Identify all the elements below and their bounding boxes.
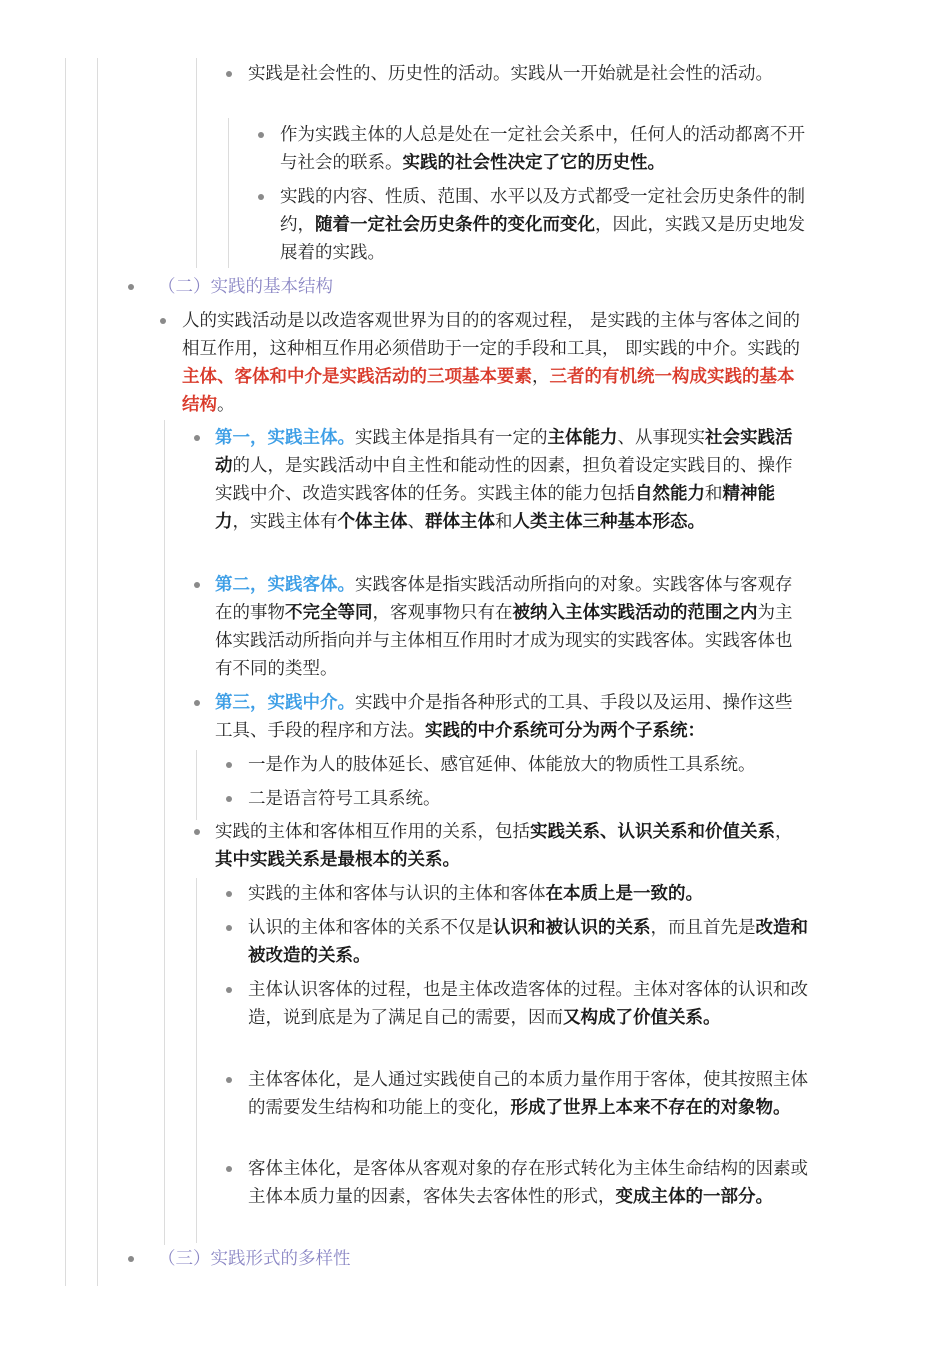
text-segment: 实践关系、认识关系和价值关系 xyxy=(530,822,775,842)
text-segment: 第二，实践客体。 xyxy=(215,575,355,595)
list-item-b15 xyxy=(248,1155,808,1211)
bullet-icon xyxy=(226,796,232,802)
list-item-b13 xyxy=(248,976,808,1032)
text-segment: 随着一定社会历史条件的变化而变化 xyxy=(315,215,595,235)
list-item-b11 xyxy=(248,880,808,908)
text-segment: 实践的内容、性质、范围、水平以及方式都受一定社会历史条件的制约， xyxy=(280,187,805,235)
list-item-b14 xyxy=(248,1066,808,1122)
text-segment: 个体主体 xyxy=(337,512,408,532)
text-segment: 和 xyxy=(495,512,513,532)
text-segment: 群体主体 xyxy=(425,512,495,532)
list-item-practice-object xyxy=(215,571,805,683)
text-segment: 不完全等同 xyxy=(285,603,373,623)
text-segment: 一是作为人的肢体延长、感官延伸、体能放大的物质性工具系统。 xyxy=(248,755,756,775)
indent-guide xyxy=(196,58,197,268)
text-segment: 又构成了价值关系。 xyxy=(563,1008,721,1028)
text-segment: 主体认识客体的过程，也是主体改造客体的过程。主体对客体的认识和改造，说到底是为了满足自己的需要，因而 xyxy=(248,980,808,1028)
list-item-b8 xyxy=(248,751,808,779)
text-segment: （三）实践形式的多样性 xyxy=(158,1249,351,1269)
text-segment: 人的实践活动是以改造客观世界为目的的客观过程， 是实践的主体与客体之间的相互作用，这种相互作用必须借助于一定的手段和工具， 即实践的中介。实践的 xyxy=(182,311,801,359)
list-item-practice-medium xyxy=(215,689,805,745)
text-segment: 实践客体是指实践活动所指向的对象。实践客体与客观存在的事物 xyxy=(215,575,793,623)
bullet-icon xyxy=(194,829,200,835)
text-segment: 主体、客体和中介是实践活动的三项基本要素 xyxy=(182,367,532,387)
text-segment: ，客观事物只有在 xyxy=(372,603,513,623)
text-segment: 形成了世界上本来不存在的对象物。 xyxy=(510,1098,791,1118)
text-segment: 主体客体化，是人通过实践使自己的本质力量作用于客体，使其按照主体的需要发生结构和功能上的变化， xyxy=(248,1070,808,1118)
indent-guide xyxy=(97,58,98,1286)
text-segment: （二）实践的基本结构 xyxy=(158,277,333,297)
bullet-icon xyxy=(194,700,200,706)
bullet-icon xyxy=(160,318,166,324)
bullet-icon xyxy=(226,1166,232,1172)
bullet-icon xyxy=(258,132,264,138)
text-segment: 、 xyxy=(407,512,425,532)
indent-guide xyxy=(228,118,229,268)
section-heading-practice-forms xyxy=(158,1245,558,1273)
text-segment: 被纳入主体实践活动的范围之内 xyxy=(512,603,758,623)
bullet-icon xyxy=(226,1077,232,1083)
text-segment: 和 xyxy=(705,484,723,504)
list-item-b10 xyxy=(215,818,805,874)
bullet-icon xyxy=(128,284,134,290)
text-segment: 第三，实践中介。 xyxy=(215,693,355,713)
bullet-icon xyxy=(128,1256,134,1262)
text-segment: 在本质上是一致的。 xyxy=(545,884,703,904)
text-segment: 实践的主体和客体与认识的主体和客体 xyxy=(248,884,546,904)
bullet-icon xyxy=(226,71,232,77)
text-segment: 为主体实践活动所指向并与主体相互作用时才成为现实的实践客体。实践客体也有不同的类型。 xyxy=(215,603,793,679)
text-segment: 、从事现实 xyxy=(617,428,705,448)
text-segment: 主体能力 xyxy=(547,428,618,448)
bullet-icon xyxy=(226,925,232,931)
bullet-icon xyxy=(226,891,232,897)
text-segment: 实践的社会性决定了它的历史性。 xyxy=(402,153,665,173)
text-segment: 实践主体是指具有一定的 xyxy=(355,428,548,448)
section-heading-basic-structure xyxy=(158,273,558,301)
text-segment: 改造和被改造的关系。 xyxy=(248,918,808,966)
text-segment: 实践的主体和客体相互作用的关系，包括 xyxy=(215,822,530,842)
text-segment: ，而且首先是 xyxy=(650,918,756,938)
text-segment: 人类主体三种基本形态。 xyxy=(512,512,705,532)
text-segment: 二是语言符号工具系统。 xyxy=(248,789,441,809)
text-segment: 作为实践主体的人总是处在一定社会关系中，任何人的活动都离不开与社会的联系。 xyxy=(280,125,805,173)
text-segment: 自然能力 xyxy=(635,484,705,504)
list-item-b2 xyxy=(280,121,810,177)
bullet-icon xyxy=(194,582,200,588)
text-segment: 客体主体化，是客体从客观对象的存在形式转化为主体生命结构的因素或主体本质力量的因素，客体失去客体性的形式， xyxy=(248,1159,808,1207)
list-item-practice-subject xyxy=(215,424,805,536)
text-segment: 三者的有机统一构成实践的基本结构 xyxy=(182,367,795,415)
text-segment: 。 xyxy=(217,395,235,415)
text-segment: 认识和被认识的关系 xyxy=(493,918,651,938)
text-segment: 社会实践活动 xyxy=(215,428,793,476)
bullet-icon xyxy=(258,194,264,200)
indent-guide xyxy=(196,750,197,820)
text-segment: ， xyxy=(775,822,793,842)
list-item-b3 xyxy=(280,183,810,267)
text-segment: ，因此，实践又是历史地发展着的实践。 xyxy=(280,215,805,263)
list-item-b1 xyxy=(248,60,788,88)
text-segment: 第一，实践主体。 xyxy=(215,428,355,448)
text-segment: 认识的主体和客体的关系不仅是 xyxy=(248,918,493,938)
text-segment: ， xyxy=(532,367,550,387)
indent-guide xyxy=(65,58,66,1286)
text-segment: 其中实践关系是最根本的关系。 xyxy=(215,850,460,870)
text-segment: 变成主体的一部分。 xyxy=(615,1187,773,1207)
bullet-icon xyxy=(194,435,200,441)
text-segment: 的人，是实践活动中自主性和能动性的因素，担负着设定实践目的、操作实践中介、改造实践客体的任务。实践主体的能力包括 xyxy=(215,456,793,504)
text-segment: 实践是社会性的、历史性的活动。实践从一开始就是社会性的活动。 xyxy=(248,64,773,84)
indent-guide xyxy=(196,878,197,1243)
list-item-b9 xyxy=(248,785,808,813)
bullet-icon xyxy=(226,987,232,993)
text-segment: 实践的中介系统可分为两个子系统： xyxy=(425,721,705,741)
bullet-icon xyxy=(226,762,232,768)
text-segment: 精神能力 xyxy=(215,484,775,532)
indent-guide xyxy=(164,420,165,1245)
text-segment: ，实践主体有 xyxy=(232,512,338,532)
list-item-b12 xyxy=(248,914,808,970)
text-segment: 实践中介是指各种形式的工具、手段以及运用、操作这些工具、手段的程序和方法。 xyxy=(215,693,793,741)
list-item-b4 xyxy=(182,307,807,419)
